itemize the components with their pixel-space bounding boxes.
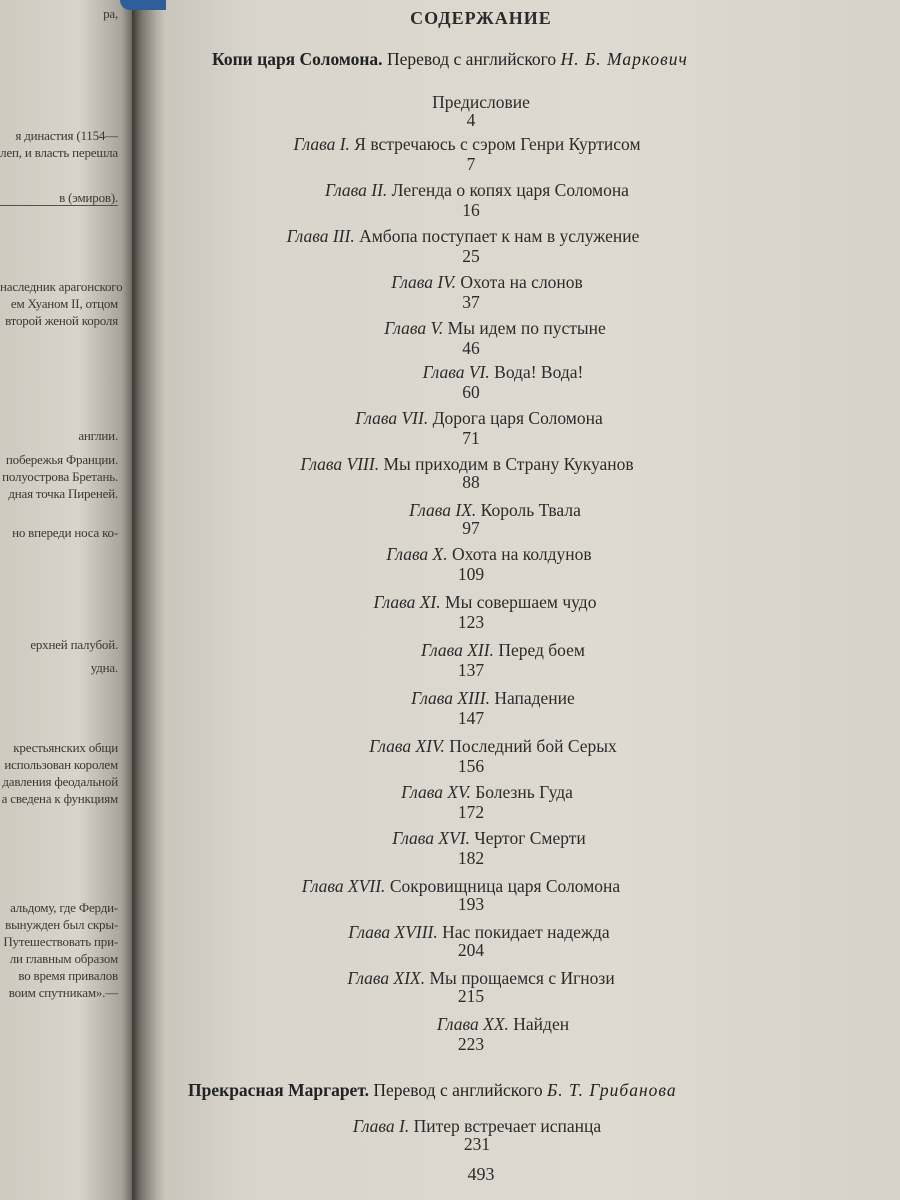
chapter-title: Перед боем bbox=[498, 640, 585, 660]
chapter-title: Мы прощаемся с Игнози bbox=[429, 968, 615, 988]
toc-entry bbox=[148, 226, 778, 247]
left-page-line: дная точка Пиреней. bbox=[8, 486, 118, 501]
chapter-title: Найден bbox=[513, 1014, 570, 1034]
toc-entry bbox=[164, 408, 794, 429]
chapter-number: Глава XII. bbox=[420, 640, 494, 660]
chapter-title: Последний бой Серых bbox=[449, 736, 617, 756]
chapter-number: Глава II. bbox=[325, 180, 388, 200]
chapter-title: Вода! Вода! bbox=[494, 362, 584, 382]
toc-page-number: 4 bbox=[466, 110, 476, 130]
left-page-line: ли главным образом bbox=[9, 951, 118, 966]
chapter-number: Глава X. bbox=[386, 544, 448, 564]
translation-prefix: Перевод с английского bbox=[373, 1080, 543, 1100]
toc-page-number: 231 bbox=[463, 1134, 491, 1154]
chapter-title: Охота на колдунов bbox=[452, 544, 592, 564]
left-page-line: использован королем bbox=[4, 757, 118, 772]
chapter-number: Глава III. bbox=[286, 226, 355, 246]
chapter-number: Глава V. bbox=[384, 318, 444, 338]
toc-entry bbox=[172, 782, 802, 803]
book-title: Прекрасная Маргарет. bbox=[188, 1080, 369, 1100]
translation-prefix: Перевод с английского bbox=[386, 49, 557, 69]
chapter-title: Мы совершаем чудо bbox=[445, 592, 597, 612]
toc-page-number: 88 bbox=[462, 472, 480, 492]
left-page-line: ем Хуаном II, отцом bbox=[10, 296, 118, 311]
left-page-line: второй женой короля bbox=[5, 313, 118, 328]
left-page-line: Путешествовать при- bbox=[3, 934, 118, 949]
toc-page-number: 147 bbox=[457, 708, 485, 728]
chapter-number: Глава XIV. bbox=[369, 736, 445, 756]
chapter-title: Я встречаюсь с сэром Генри Куртисом bbox=[354, 134, 641, 154]
chapter-title: Легенда о копях царя Соломона bbox=[391, 180, 629, 200]
left-page-line: а сведена к функциям bbox=[1, 791, 118, 806]
toc-entry bbox=[178, 688, 808, 709]
toc-entry bbox=[188, 1014, 818, 1035]
chapter-number: Глава XIII. bbox=[411, 688, 490, 708]
toc-page-number: 46 bbox=[462, 338, 480, 358]
toc-page-number: 223 bbox=[457, 1034, 485, 1054]
left-page-line: в (эмиров). bbox=[59, 190, 118, 205]
left-page-line: ра, bbox=[103, 6, 118, 21]
toc-entry bbox=[188, 640, 818, 661]
toc-page-number: 109 bbox=[457, 564, 485, 584]
chapter-number: Глава XVII. bbox=[301, 876, 386, 896]
left-page-line: альдому, где Ферди- bbox=[10, 900, 118, 915]
left-page-line: наследник арагонского bbox=[0, 279, 123, 294]
toc-page-number: 25 bbox=[462, 246, 480, 266]
toc-page-number: 193 bbox=[457, 894, 485, 914]
toc-page-number: 37 bbox=[462, 292, 480, 312]
toc-page-number: 71 bbox=[462, 428, 480, 448]
chapter-number: Глава XI. bbox=[373, 592, 441, 612]
toc-entry bbox=[180, 318, 810, 339]
left-page-line: во время привалов bbox=[18, 968, 118, 983]
left-page-line: воим спутникам».— bbox=[8, 985, 118, 1000]
chapter-number: Глава XX. bbox=[436, 1014, 509, 1034]
book-gutter bbox=[132, 0, 166, 1200]
toc-entry bbox=[174, 544, 804, 565]
chapter-title: Питер встречает испанца bbox=[413, 1116, 602, 1136]
chapter-title: Болезнь Гуда bbox=[475, 782, 573, 802]
toc-page-number: 204 bbox=[457, 940, 485, 960]
chapter-number: Глава I. bbox=[352, 1116, 410, 1136]
toc-entry bbox=[178, 736, 808, 757]
toc-page-number: 123 bbox=[457, 612, 485, 632]
chapter-number: Глава XV. bbox=[401, 782, 471, 802]
chapter-number: Глава VIII. bbox=[300, 454, 380, 474]
left-page-line: леп, и власть перешла bbox=[0, 145, 118, 160]
page-number: 493 bbox=[467, 1164, 495, 1184]
toc-entry bbox=[174, 828, 804, 849]
chapter-title: Нас покидает надежда bbox=[442, 922, 610, 942]
chapter-title: Мы приходим в Страну Кукуанов bbox=[383, 454, 634, 474]
toc-page-number: 60 bbox=[462, 382, 480, 402]
toc-page-number: 7 bbox=[466, 154, 476, 174]
left-page-line: ерхней палубой. bbox=[30, 637, 118, 652]
chapter-title: Дорога царя Соломона bbox=[432, 408, 603, 428]
right-page bbox=[166, 0, 900, 1200]
book-title: Копи царя Соломона. bbox=[212, 49, 383, 69]
chapter-title: Охота на слонов bbox=[460, 272, 583, 292]
left-page-line: побережья Франции. bbox=[5, 452, 118, 467]
chapter-number: Глава XIX. bbox=[347, 968, 426, 988]
toc-page-number: 215 bbox=[457, 986, 485, 1006]
toc-entry bbox=[170, 592, 800, 613]
left-page bbox=[0, 0, 132, 1200]
chapter-title: Нападение bbox=[494, 688, 575, 708]
chapter-number: Глава XVIII. bbox=[348, 922, 438, 942]
chapter-number: Глава I. bbox=[293, 134, 350, 154]
toc-page-number: 16 bbox=[462, 200, 480, 220]
left-page-line: я династия (1154— bbox=[15, 128, 118, 143]
chapter-number: Глава IX. bbox=[409, 500, 477, 520]
toc-page-number: 137 bbox=[457, 660, 485, 680]
chapter-title: Предисловие bbox=[432, 92, 530, 112]
chapter-title: Сокровищница царя Соломона bbox=[389, 876, 621, 896]
left-page-line: крестьянских общи bbox=[13, 740, 118, 755]
chapter-title: Король Твала bbox=[480, 500, 581, 520]
translator-name: Н. Б. Маркович bbox=[560, 49, 688, 69]
left-page-line: полуострова Бретань. bbox=[2, 469, 118, 484]
chapter-number: Глава VII. bbox=[355, 408, 429, 428]
toc-page-number: 172 bbox=[457, 802, 485, 822]
toc-entry bbox=[188, 362, 818, 383]
chapter-title: Мы идем по пустыне bbox=[447, 318, 606, 338]
left-page-line: но впереди носа ко- bbox=[12, 525, 118, 540]
chapter-number: Глава VI. bbox=[422, 362, 490, 382]
toc-page-number: 156 bbox=[457, 756, 485, 776]
chapter-number: Глава XVI. bbox=[392, 828, 470, 848]
chapter-title: Чертог Смерти bbox=[474, 828, 586, 848]
book-heading-1 bbox=[212, 49, 688, 70]
chapter-number: Глава IV. bbox=[391, 272, 457, 292]
page-title: СОДЕРЖАНИЕ bbox=[410, 8, 552, 28]
left-page-line: вынужден был скры- bbox=[5, 917, 118, 932]
left-page-line: удна. bbox=[90, 660, 118, 675]
toc-entry bbox=[152, 134, 782, 155]
left-page-line: давления феодальной bbox=[2, 774, 118, 789]
toc-entry bbox=[172, 272, 802, 293]
left-page-line: англии. bbox=[78, 428, 118, 443]
toc-entry bbox=[162, 180, 792, 201]
toc-page-number: 182 bbox=[457, 848, 485, 868]
toc-page-number: 97 bbox=[462, 518, 480, 538]
translator-name: Б. Т. Грибанова bbox=[546, 1080, 677, 1100]
book-heading-2 bbox=[188, 1080, 677, 1101]
chapter-title: Амбопа поступает к нам в услужение bbox=[359, 226, 640, 246]
